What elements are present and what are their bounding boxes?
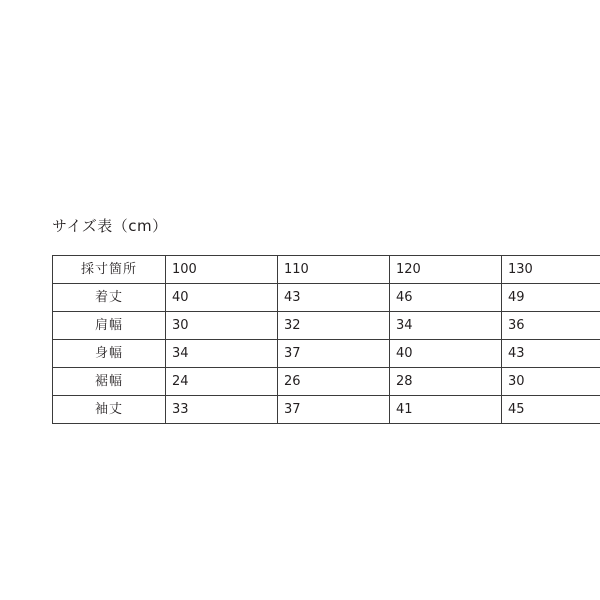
row-value: 34 [390, 312, 502, 340]
table-header-cell-measurement: 採寸箇所 [53, 256, 166, 284]
row-value: 33 [166, 396, 278, 424]
row-value: 43 [278, 284, 390, 312]
row-label: 身幅 [53, 340, 166, 368]
row-value: 40 [166, 284, 278, 312]
page-title: サイズ表（cm） [52, 217, 168, 235]
row-value: 46 [390, 284, 502, 312]
row-label: 肩幅 [53, 312, 166, 340]
row-value: 34 [166, 340, 278, 368]
row-value: 45 [502, 396, 600, 424]
table-header-cell-size-120: 120 [390, 256, 502, 284]
table-row [53, 368, 600, 396]
row-label: 着丈 [53, 284, 166, 312]
table-row [53, 312, 600, 340]
table-row [53, 396, 600, 424]
row-value: 41 [390, 396, 502, 424]
table-row [53, 340, 600, 368]
table-header-cell-size-110: 110 [278, 256, 390, 284]
size-table-container [52, 255, 549, 424]
row-label: 裾幅 [53, 368, 166, 396]
table-header-row [53, 256, 600, 284]
row-value: 49 [502, 284, 600, 312]
table-header-cell-size-130: 130 [502, 256, 600, 284]
size-table [52, 255, 600, 424]
row-value: 40 [390, 340, 502, 368]
table-row [53, 284, 600, 312]
row-value: 37 [278, 340, 390, 368]
row-value: 30 [166, 312, 278, 340]
row-value: 28 [390, 368, 502, 396]
row-label: 袖丈 [53, 396, 166, 424]
row-value: 37 [278, 396, 390, 424]
row-value: 24 [166, 368, 278, 396]
row-value: 36 [502, 312, 600, 340]
table-header-cell-size-100: 100 [166, 256, 278, 284]
row-value: 30 [502, 368, 600, 396]
row-value: 32 [278, 312, 390, 340]
row-value: 26 [278, 368, 390, 396]
row-value: 43 [502, 340, 600, 368]
